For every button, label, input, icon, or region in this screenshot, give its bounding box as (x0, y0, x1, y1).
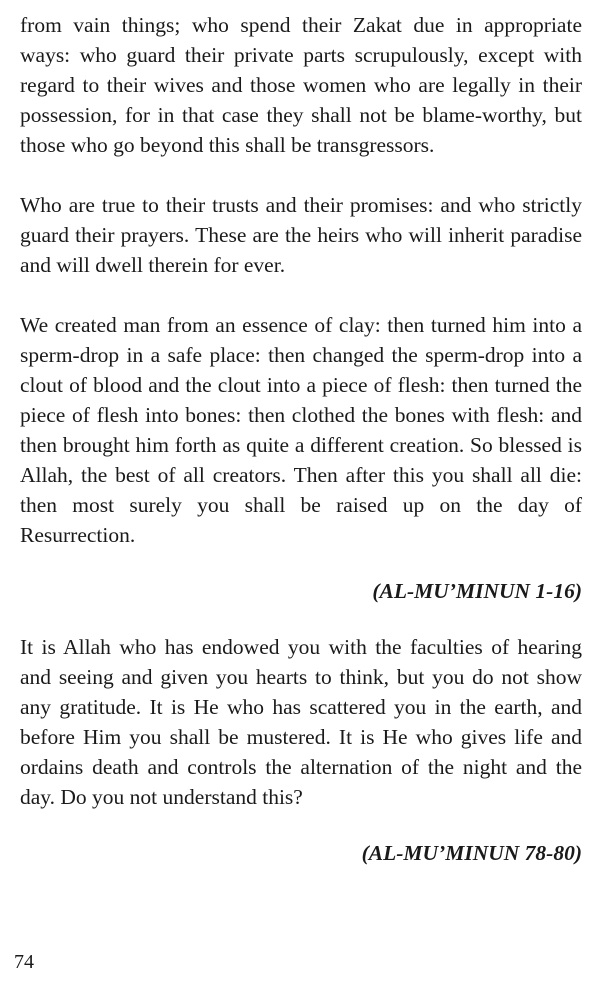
paragraph-faculties: It is Allah who has endowed you with the faculties of hearing and seeing and given you hearts to think, but you do not show any gratitude. It is He who has scattered you in the earth, and before Him you shall be mustered. It is He who gives life and ordains death and controls the alternation of the night and the day. Do you not understand this? (20, 635, 582, 809)
paragraph-zakat: from vain things; who spend their Zakat due in appropriate ways: who guard their private parts scrupulously, except with regard to their wives and those women who are legally in their possession, for in that case they shall not be blame-worthy, but those who go beyond this shall be transgressors. (20, 13, 582, 157)
page-number: 74 (14, 951, 34, 973)
paragraph-creation: We created man from an essence of clay: then turned him into a sperm-drop in a safe place: then changed the sperm-drop into a clout of blood and the clout into a piece of flesh: then turned the piece of flesh into bones: then clothed the bones with flesh: and then brought him forth as quite a different creation. So blessed is Allah, the best of all creators. Then after this you shall all die: then most surely you shall be raised up on the day of Resurrection. (20, 313, 582, 547)
citation-mu-minun-78-80: (AL-MU’MINUN 78-80) (361, 841, 582, 865)
page-content (20, 10, 582, 868)
paragraph-trusts: Who are true to their trusts and their promises: and who strictly guard their prayers. These are the heirs who will inherit paradise and will dwell therein for ever. (20, 193, 582, 277)
citation-mu-minun-1-16: (AL-MU’MINUN 1-16) (372, 579, 582, 603)
